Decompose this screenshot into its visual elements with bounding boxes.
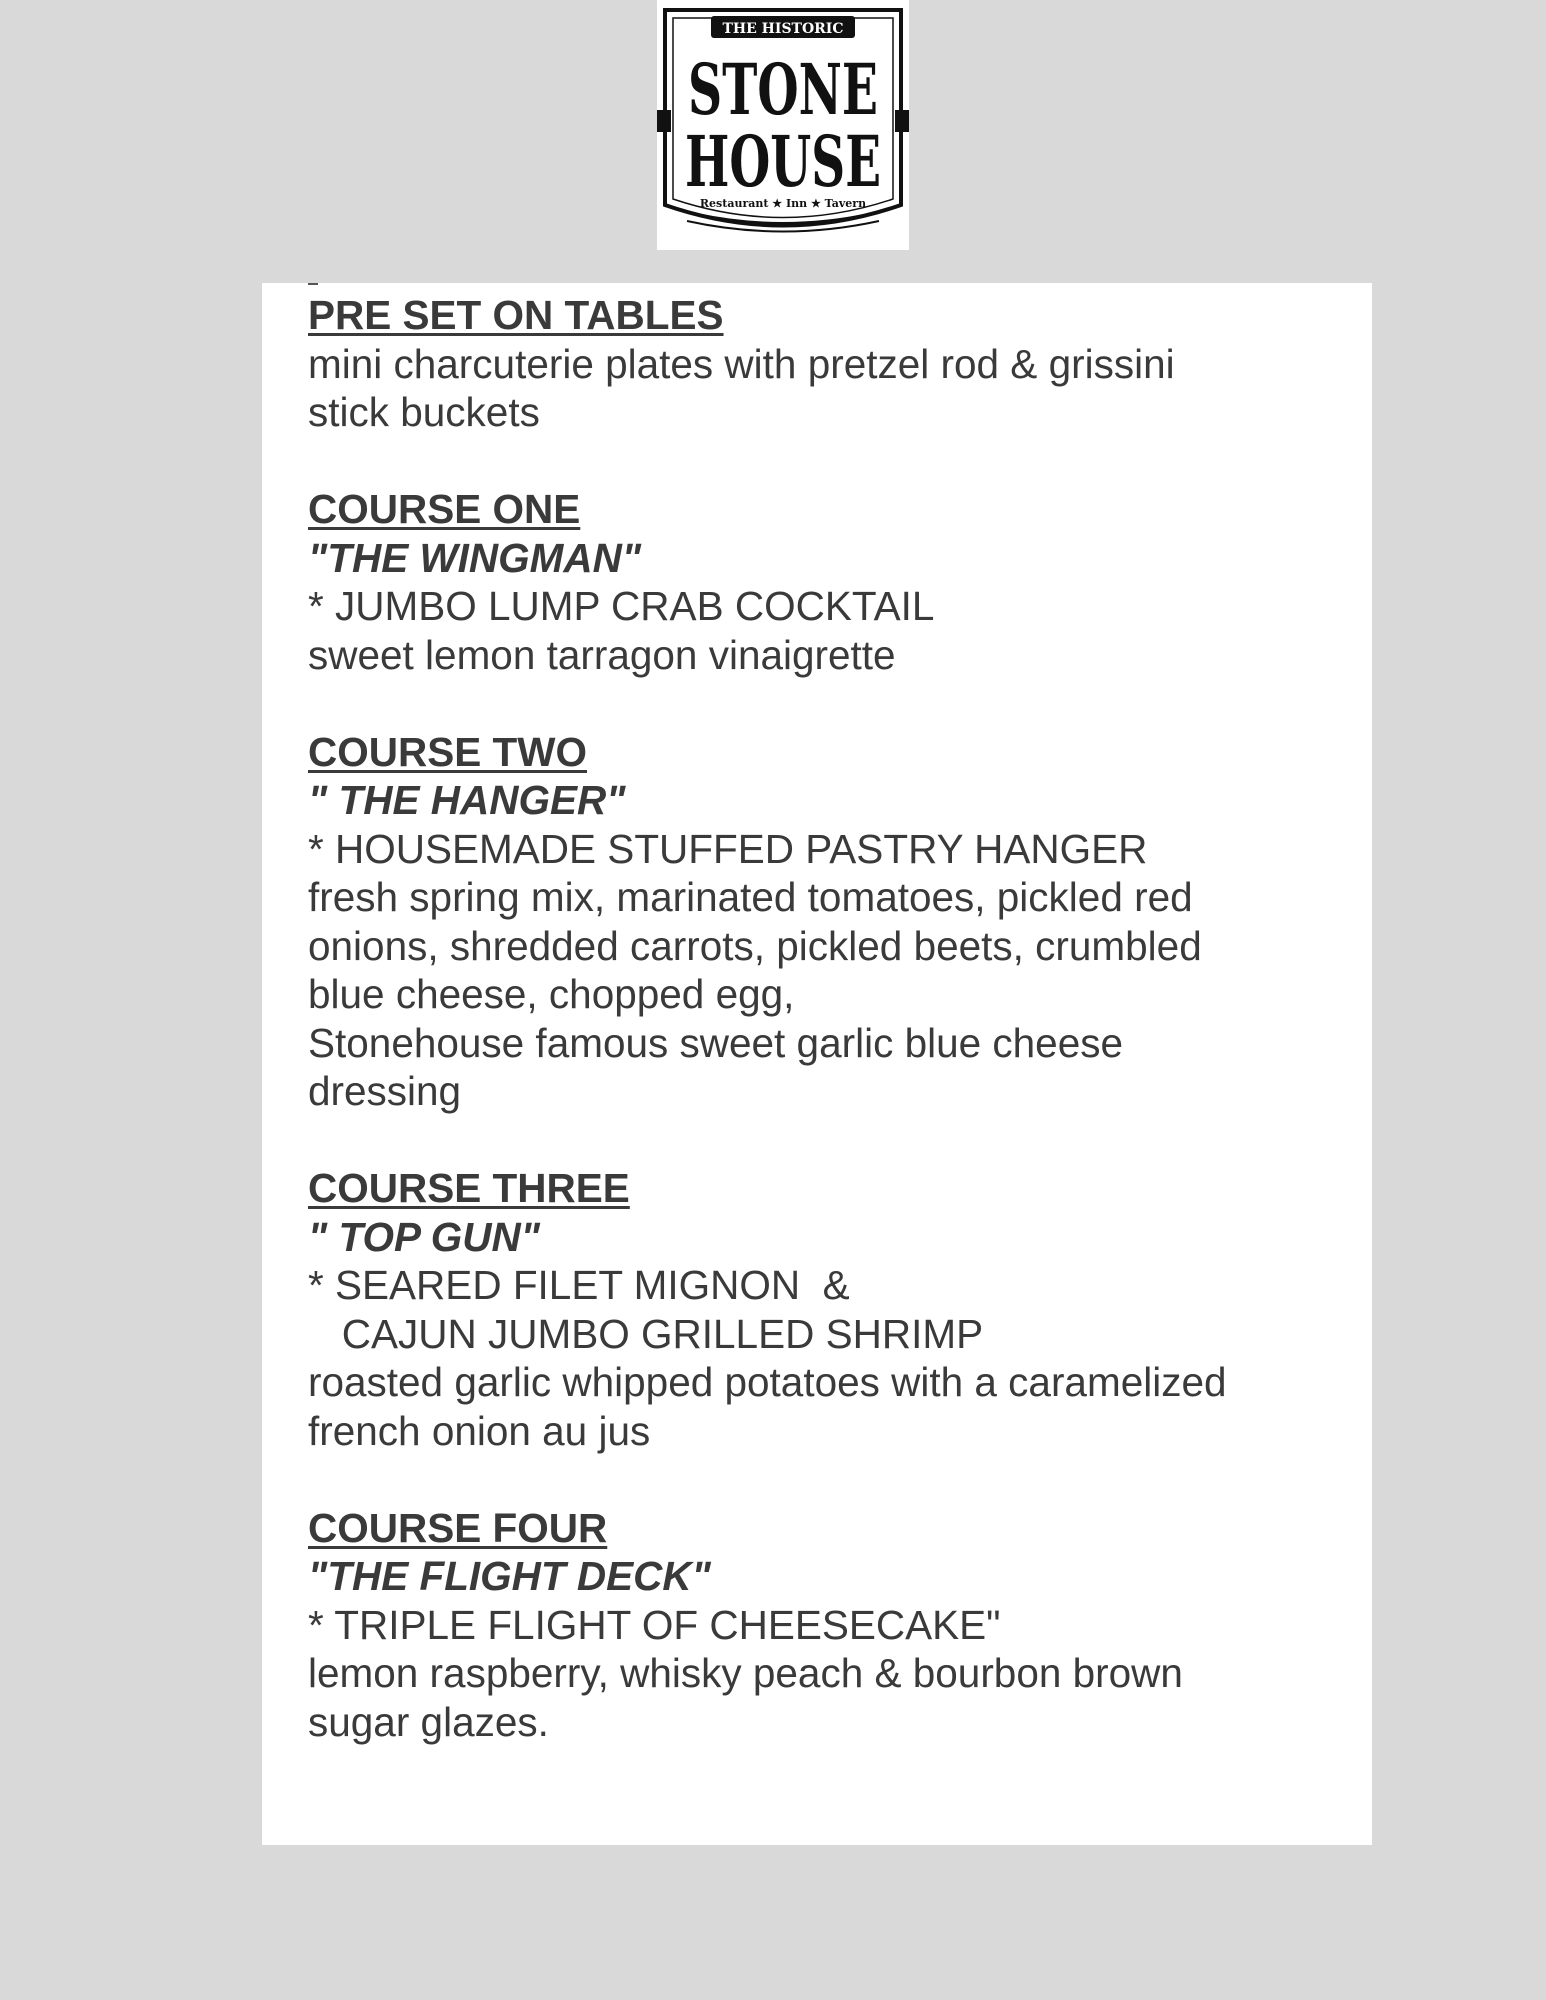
dish-description-line: sugar glazes. — [308, 1698, 549, 1745]
section-heading: PRE SET ON TABLES — [308, 292, 724, 338]
logo-top-text: THE HISTORIC — [722, 21, 844, 37]
section-heading: COURSE TWO — [308, 728, 587, 775]
dish-description-line: mini charcuterie plates with pretzel rod & grissini — [308, 340, 1175, 387]
logo-graphic — [657, 0, 909, 250]
section-heading: COURSE THREE — [308, 1165, 630, 1211]
dish-description-line: dressing — [308, 1068, 462, 1114]
course-nickname: "THE FLIGHT DECK" — [308, 1553, 711, 1599]
dish-description-line: roasted garlic whipped potatoes with a caramelized — [308, 1359, 1227, 1405]
menu-card — [262, 283, 1372, 1845]
course-nickname: " THE HANGER" — [308, 777, 626, 823]
logo-line1: STONE — [688, 48, 878, 131]
menu-content — [308, 291, 1348, 1795]
stone-house-logo — [657, 0, 909, 250]
dish-description-line: * HOUSEMADE STUFFED PASTRY HANGER — [308, 825, 1148, 872]
dish-description-line: Stonehouse famous sweet garlic blue cheese — [308, 1019, 1124, 1066]
section-heading: COURSE ONE — [308, 486, 581, 532]
menu-section — [308, 1164, 1348, 1455]
dish-description-line: french onion au jus — [308, 1407, 651, 1454]
dish-description-line: * SEARED FILET MIGNON & — [308, 1262, 850, 1308]
course-nickname: "THE WINGMAN" — [308, 534, 642, 581]
dish-description-line: onions, shredded carrots, pickled beets, crumbled — [308, 922, 1202, 969]
logo-line2: HOUSE — [685, 120, 881, 203]
dish-description-line: CAJUN JUMBO GRILLED SHRIMP — [308, 1310, 984, 1357]
dish-description-line: * JUMBO LUMP CRAB COCKTAIL — [308, 583, 935, 629]
dish-description-line: stick buckets — [308, 389, 540, 435]
dish-description-line: lemon raspberry, whisky peach & bourbon brown — [308, 1650, 1183, 1696]
stray-mark — [308, 283, 318, 285]
dish-description-line: * TRIPLE FLIGHT OF CHEESECAKE" — [308, 1601, 1001, 1648]
menu-section — [308, 485, 1348, 679]
dish-description-line: sweet lemon tarragon vinaigrette — [308, 631, 896, 678]
course-nickname: " TOP GUN" — [308, 1213, 540, 1260]
section-heading: COURSE FOUR — [308, 1504, 608, 1551]
dish-description-line: fresh spring mix, marinated tomatoes, pickled red — [308, 874, 1193, 920]
menu-section — [308, 728, 1348, 1116]
dish-description-line: blue cheese, chopped egg, — [308, 971, 795, 1017]
logo-tagline: Restaurant ★ Inn ★ Tavern — [699, 197, 867, 210]
menu-section — [308, 291, 1348, 437]
menu-section — [308, 1504, 1348, 1747]
